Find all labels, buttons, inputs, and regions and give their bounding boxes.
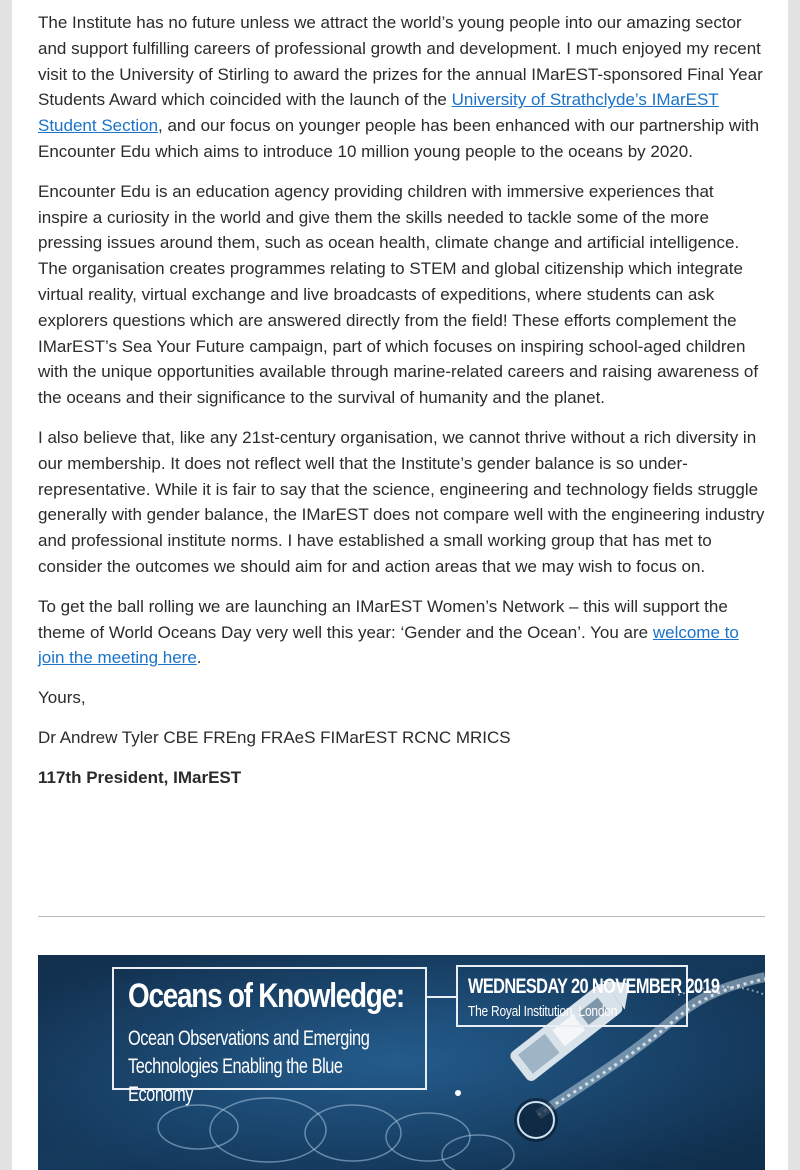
event-banner[interactable] [38, 955, 765, 1170]
closing: Yours, [38, 688, 86, 708]
event-venue: The Royal Institution, London [468, 1003, 618, 1020]
signatory-name: Dr Andrew Tyler CBE FREng FRAeS FIMarEST RCNC MRICS [38, 727, 511, 747]
strathclyde-student-section-link[interactable]: University of Strathclyde’s IMarEST Student Section [38, 90, 719, 136]
event-date-box [456, 965, 720, 1027]
president-letter [38, 10, 766, 805]
paragraph-1 [38, 10, 766, 165]
join-meeting-link[interactable]: welcome to join the meeting here [38, 622, 739, 668]
paragraph-4 [38, 594, 766, 671]
paragraph-4-text-a: To get the ball rolling we are launching an IMarEST Women’s Network – this will support the theme of World Oceans Day very well this year: ‘Gender and the Ocean’. You are [38, 596, 728, 642]
paragraph-1-text-a: The Institute has no future unless we attract the world’s young people into our amazing sector and support fulfilling careers of professional growth and development. I much enjoyed my recent visit to the University of Stirling to award the prizes for the annual IMarEST-sponsored Final Year Students Award which coincided with the launch of the [38, 13, 763, 110]
event-title: Oceans of Knowledge: [128, 977, 404, 1015]
event-title-box [112, 967, 427, 1106]
paragraph-2: Encounter Edu is an education agency providing children with immersive experiences that inspire a curiosity in the world and give them the skills needed to tackle some of the more pressing issues around them, such as ocean health, climate change and artificial intelligence. The organisation creates programmes relating to STEM and global citizenship which integrate virtual reality, virtual exchange and live broadcasts of expeditions, where students can ask explorers questions which are answered directly from the field! These efforts complement the IMarEST’s Sea Your Future campaign, part of which focuses on inspiring school-aged children with the unique opportunities available through marine-related careers and raising awareness of the oceans and their significance to the survival of humanity and the planet. [38, 181, 759, 408]
title-date-connector [427, 996, 457, 998]
paragraph-4-text-b: . [196, 648, 202, 668]
signatory-role: 117th President, IMarEST [38, 767, 242, 787]
event-date: WEDNESDAY 20 NOVEMBER 2019 [468, 975, 720, 998]
paragraph-3: I also believe that, like any 21st-century organisation, we cannot thrive without a rich diversity in our membership. It does not reflect well that the Institute’s gender balance is so under-representative. While it is fair to say that the science, engineering and technology fields struggle generally with gender balance, the IMarEST does not compare well with the engineering industry and professional institute norms. I have established a small working group that has met to consider the outcomes we should aim for and action areas that we may wish to focus on. [38, 427, 765, 576]
event-subtitle: Ocean Observations and Emerging Technologies Enabling the Blue Economy [128, 1027, 370, 1106]
paragraph-1-text-b: , and our focus on younger people has been enhanced with our partnership with Encounter Edu which aims to introduce 10 million young people to the oceans by 2020. [38, 116, 760, 161]
email-body [12, 0, 788, 1170]
section-divider [38, 916, 765, 917]
